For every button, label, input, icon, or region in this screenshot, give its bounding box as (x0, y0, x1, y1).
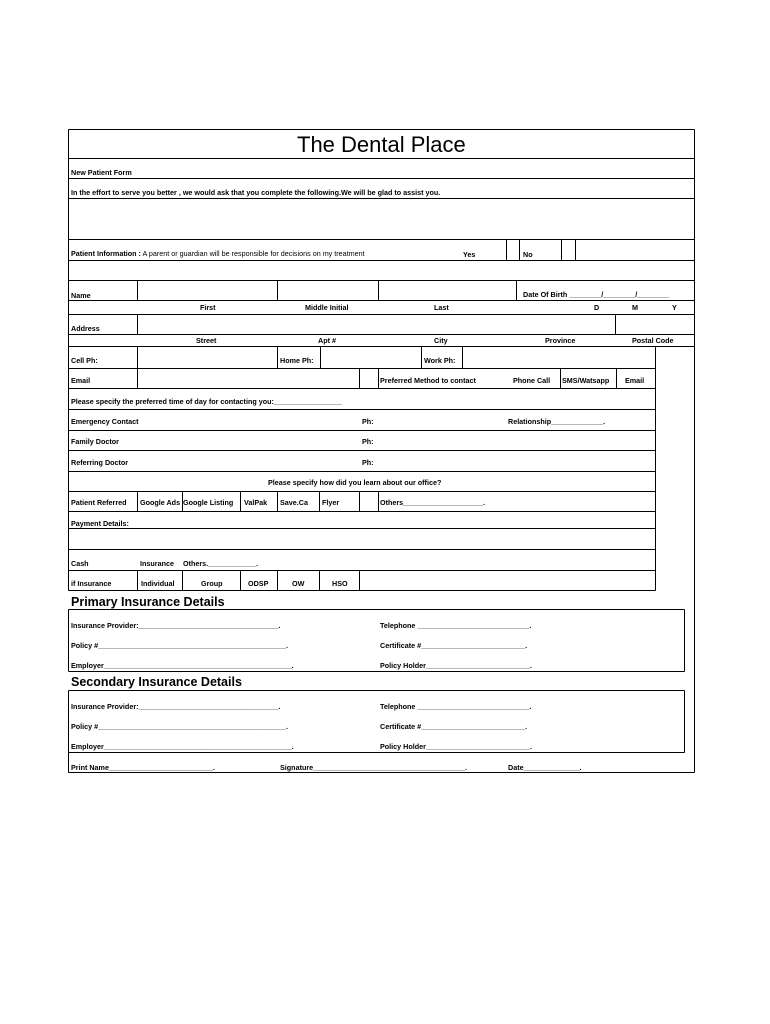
home-phone-label: Home Ph: (280, 356, 314, 365)
patient-info-row (71, 249, 365, 258)
ow-option[interactable]: OW (292, 579, 305, 588)
work-phone-field[interactable] (463, 347, 694, 368)
no-label: No (523, 250, 533, 259)
group-option[interactable]: Group (201, 579, 223, 588)
secondary-certificate-field[interactable]: Certificate #__________________________. (380, 722, 528, 731)
street-caption: Street (196, 336, 217, 345)
primary-provider-field[interactable]: Insurance Provider:___________________________________. (71, 621, 281, 630)
primary-policy-field[interactable]: Policy #_______________________________________________. (71, 641, 289, 650)
contact-sms-option[interactable]: SMS/Watsapp (562, 376, 610, 385)
last-name-field[interactable] (379, 281, 516, 300)
secondary-insurance-heading: Secondary Insurance Details (71, 675, 242, 689)
cell-phone-label: Cell Ph: (71, 356, 98, 365)
family-doctor-ph-label: Ph: (362, 437, 374, 446)
patient-info-label: Patient Information : (71, 249, 141, 258)
dob-day-caption: D (594, 303, 600, 312)
cash-option[interactable]: Cash (71, 559, 89, 568)
apt-caption: Apt # (318, 336, 336, 345)
intro-text: In the effort to serve you better , we would ask that you complete the following.We will be glad to assist you. (71, 188, 441, 197)
page-title: The Dental Place (297, 132, 466, 157)
date-of-birth-field[interactable]: Date Of Birth ________/________/________ (523, 290, 670, 299)
secondary-holder-field[interactable]: Policy Holder__________________________. (380, 742, 532, 751)
family-doctor-label: Family Doctor (71, 437, 119, 446)
no-checkbox[interactable] (562, 240, 575, 260)
work-phone-label: Work Ph: (424, 356, 456, 365)
secondary-telephone-field[interactable]: Telephone ____________________________. (380, 702, 532, 711)
preferred-contact-label: Preferred Method to contact (380, 376, 476, 385)
address-field[interactable] (138, 315, 615, 334)
referring-doctor-label: Referring Doctor (71, 458, 129, 467)
contact-phone-call-option[interactable]: Phone Call (513, 376, 551, 385)
learn-question: Please specify how did you learn about our office? (268, 478, 442, 487)
first-name-field[interactable] (138, 281, 277, 300)
province-caption: Province (545, 336, 576, 345)
last-name-caption: Last (434, 303, 449, 312)
email-label: Email (71, 376, 91, 385)
primary-employer-field[interactable]: Employer_______________________________________________. (71, 661, 294, 670)
dob-month-caption: M (632, 303, 638, 312)
secondary-policy-field[interactable]: Policy #_______________________________________________. (71, 722, 289, 731)
postal-code-caption: Postal Code (632, 336, 674, 345)
dob-year-caption: Y (672, 303, 677, 312)
home-phone-field[interactable] (321, 347, 421, 368)
cell-phone-field[interactable] (138, 347, 277, 368)
primary-holder-field[interactable]: Policy Holder__________________________. (380, 661, 532, 670)
form-subtitle: New Patient Form (71, 168, 132, 177)
secondary-employer-field[interactable]: Employer_______________________________________________. (71, 742, 294, 751)
if-insurance-label: if Insurance (71, 579, 112, 588)
others-source-field[interactable]: Others____________________. (380, 498, 486, 507)
insurance-option[interactable]: Insurance (140, 559, 174, 568)
postal-code-field[interactable] (616, 315, 694, 334)
google-listing-option[interactable]: Google Listing (183, 498, 234, 507)
emergency-ph-label: Ph: (362, 417, 374, 426)
preferred-time-field[interactable]: Please specify the preferred time of day for contacting you:_________________ (71, 397, 342, 406)
google-ads-option[interactable]: Google Ads (140, 498, 181, 507)
middle-initial-caption: Middle Initial (305, 303, 349, 312)
city-caption: City (434, 336, 448, 345)
address-label: Address (71, 324, 100, 333)
referring-doctor-ph-label: Ph: (362, 458, 374, 467)
primary-certificate-field[interactable]: Certificate #__________________________. (380, 641, 528, 650)
primary-insurance-heading: Primary Insurance Details (71, 595, 225, 609)
first-name-caption: First (200, 303, 216, 312)
middle-initial-field[interactable] (278, 281, 378, 300)
yes-checkbox[interactable] (507, 240, 519, 260)
flyer-option[interactable]: Flyer (322, 498, 340, 507)
contact-email-option[interactable]: Email (625, 376, 645, 385)
date-field[interactable]: Date______________. (508, 763, 582, 772)
secondary-provider-field[interactable]: Insurance Provider:___________________________________. (71, 702, 281, 711)
hso-option[interactable]: HSO (332, 579, 348, 588)
odsp-option[interactable]: ODSP (248, 579, 269, 588)
individual-option[interactable]: Individual (141, 579, 175, 588)
emergency-contact-label: Emergency Contact (71, 417, 139, 426)
email-field[interactable] (138, 369, 359, 388)
patient-info-note: A parent or guardian will be responsible for decisions on my treatment (142, 249, 365, 258)
saveca-option[interactable]: Save.Ca (280, 498, 308, 507)
name-label: Name (71, 291, 91, 300)
others-payment-field[interactable]: Others.____________. (183, 559, 259, 568)
patient-referred-option[interactable]: Patient Referred (71, 498, 127, 507)
relationship-field[interactable]: Relationship_____________. (508, 417, 606, 426)
primary-telephone-field[interactable]: Telephone ____________________________. (380, 621, 532, 630)
yes-label: Yes (463, 250, 476, 259)
payment-details-label: Payment Details: (71, 519, 129, 528)
print-name-field[interactable]: Print Name__________________________. (71, 763, 215, 772)
valpak-option[interactable]: ValPak (244, 498, 268, 507)
signature-field[interactable]: Signature______________________________________. (280, 763, 468, 772)
